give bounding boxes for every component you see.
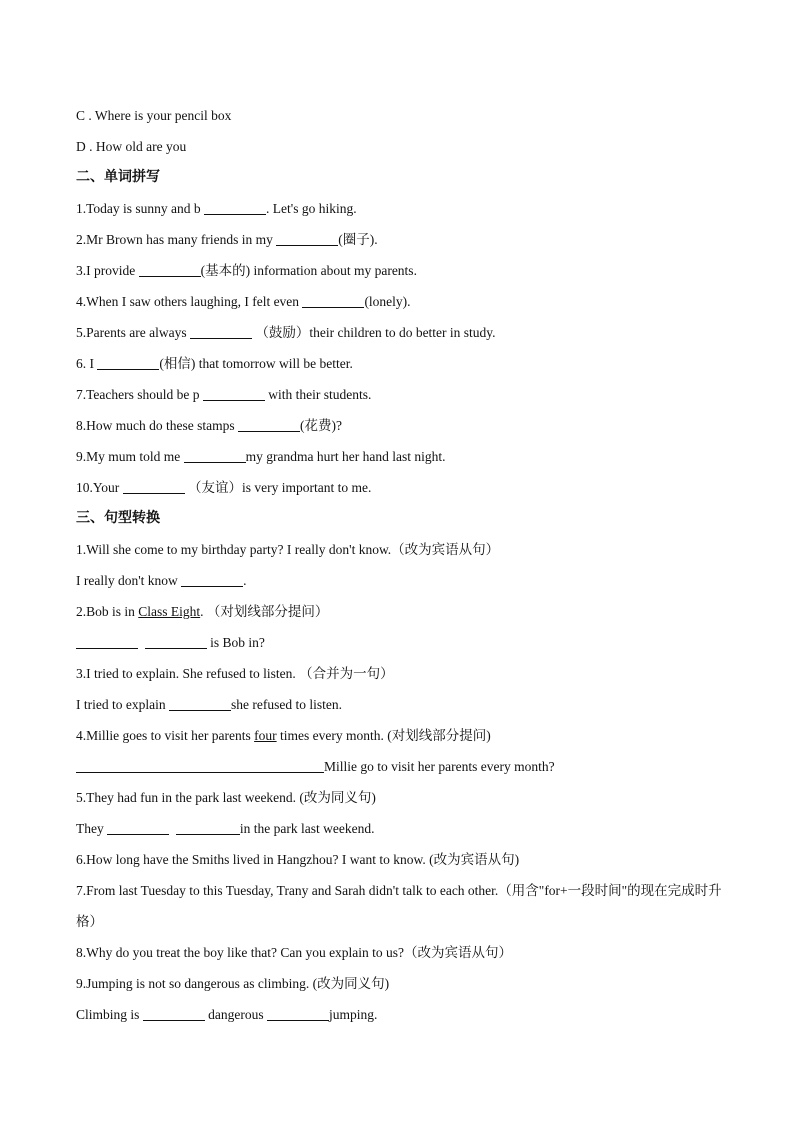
section-title-spelling: 二、单词拼写	[76, 169, 160, 185]
answer-blank[interactable]	[276, 231, 338, 246]
answer-blank[interactable]	[169, 696, 231, 711]
transform-question-3: 3.I tried to explain. She refused to listen. （合并为一句）	[76, 666, 394, 681]
answer-blank[interactable]	[139, 262, 201, 277]
answer-blank[interactable]	[176, 820, 240, 835]
answer-blank[interactable]	[143, 1006, 205, 1021]
transform-answer-2: is Bob in?	[76, 627, 736, 658]
transform-answer-4: Millie go to visit her parents every month?	[76, 751, 736, 782]
spelling-item: 2.Mr Brown has many friends in my (圈子).	[76, 232, 378, 247]
transform-answer-5: They in the park last weekend.	[76, 821, 375, 836]
spelling-item: 10.Your （友谊）is very important to me.	[76, 480, 372, 495]
answer-blank[interactable]	[107, 820, 169, 835]
answer-blank[interactable]	[145, 634, 207, 649]
transform-answer-9: Climbing is dangerous jumping.	[76, 1007, 378, 1022]
answer-blank[interactable]	[190, 324, 252, 339]
answer-blank[interactable]	[181, 572, 243, 587]
transform-question-2: 2.Bob is in Class Eight. （对划线部分提问）	[76, 604, 329, 619]
spelling-item: 4.When I saw others laughing, I felt even (lonely).	[76, 294, 411, 309]
transform-question-7: 7.From last Tuesday to this Tuesday, Trany and Sarah didn't talk to each other.（用含"for+一段时间"的现在完成时升格）	[76, 883, 722, 929]
transform-question-9: 9.Jumping is not so dangerous as climbing. (改为同义句)	[76, 976, 390, 991]
underlined-phrase: four	[254, 728, 277, 743]
underlined-phrase: Class Eight	[138, 604, 201, 619]
answer-blank[interactable]	[123, 479, 185, 494]
transform-question-5: 5.They had fun in the park last weekend. (改为同义句)	[76, 790, 376, 805]
option-d: D . How old are you	[76, 139, 187, 154]
option-c: C . Where is your pencil box	[76, 108, 232, 123]
spelling-item: 5.Parents are always （鼓励）their children to do better in study.	[76, 325, 496, 340]
answer-blank[interactable]	[267, 1006, 329, 1021]
answer-blank[interactable]	[302, 293, 364, 308]
transform-answer-3: I tried to explain she refused to listen.	[76, 697, 342, 712]
answer-blank[interactable]	[76, 758, 324, 773]
transform-question-1: 1.Will she come to my birthday party? I really don't know.（改为宾语从句）	[76, 542, 500, 557]
answer-blank[interactable]	[238, 417, 300, 432]
spelling-item: 3.I provide (基本的) information about my parents.	[76, 263, 417, 278]
transform-question-8: 8.Why do you treat the boy like that? Can you explain to us?（改为宾语从句）	[76, 945, 513, 960]
spelling-item: 7.Teachers should be p with their students.	[76, 387, 372, 402]
answer-blank[interactable]	[203, 386, 265, 401]
spelling-item: 9.My mum told me my grandma hurt her hand last night.	[76, 449, 446, 464]
spelling-item: 8.How much do these stamps (花费)?	[76, 418, 342, 433]
spelling-item: 6. I (相信) that tomorrow will be better.	[76, 356, 353, 371]
worksheet-page	[76, 100, 736, 1030]
transform-question-4: 4.Millie goes to visit her parents four times every month. (对划线部分提问)	[76, 728, 491, 743]
section-title-transform: 三、句型转换	[76, 510, 160, 526]
answer-blank[interactable]	[184, 448, 246, 463]
transform-answer-1: I really don't know .	[76, 573, 247, 588]
spelling-item: 1.Today is sunny and b . Let's go hiking.	[76, 201, 357, 216]
answer-blank[interactable]	[76, 634, 138, 649]
transform-question-6: 6.How long have the Smiths lived in Hangzhou? I want to know. (改为宾语从句)	[76, 852, 520, 867]
answer-blank[interactable]	[97, 355, 159, 370]
answer-blank[interactable]	[204, 200, 266, 215]
